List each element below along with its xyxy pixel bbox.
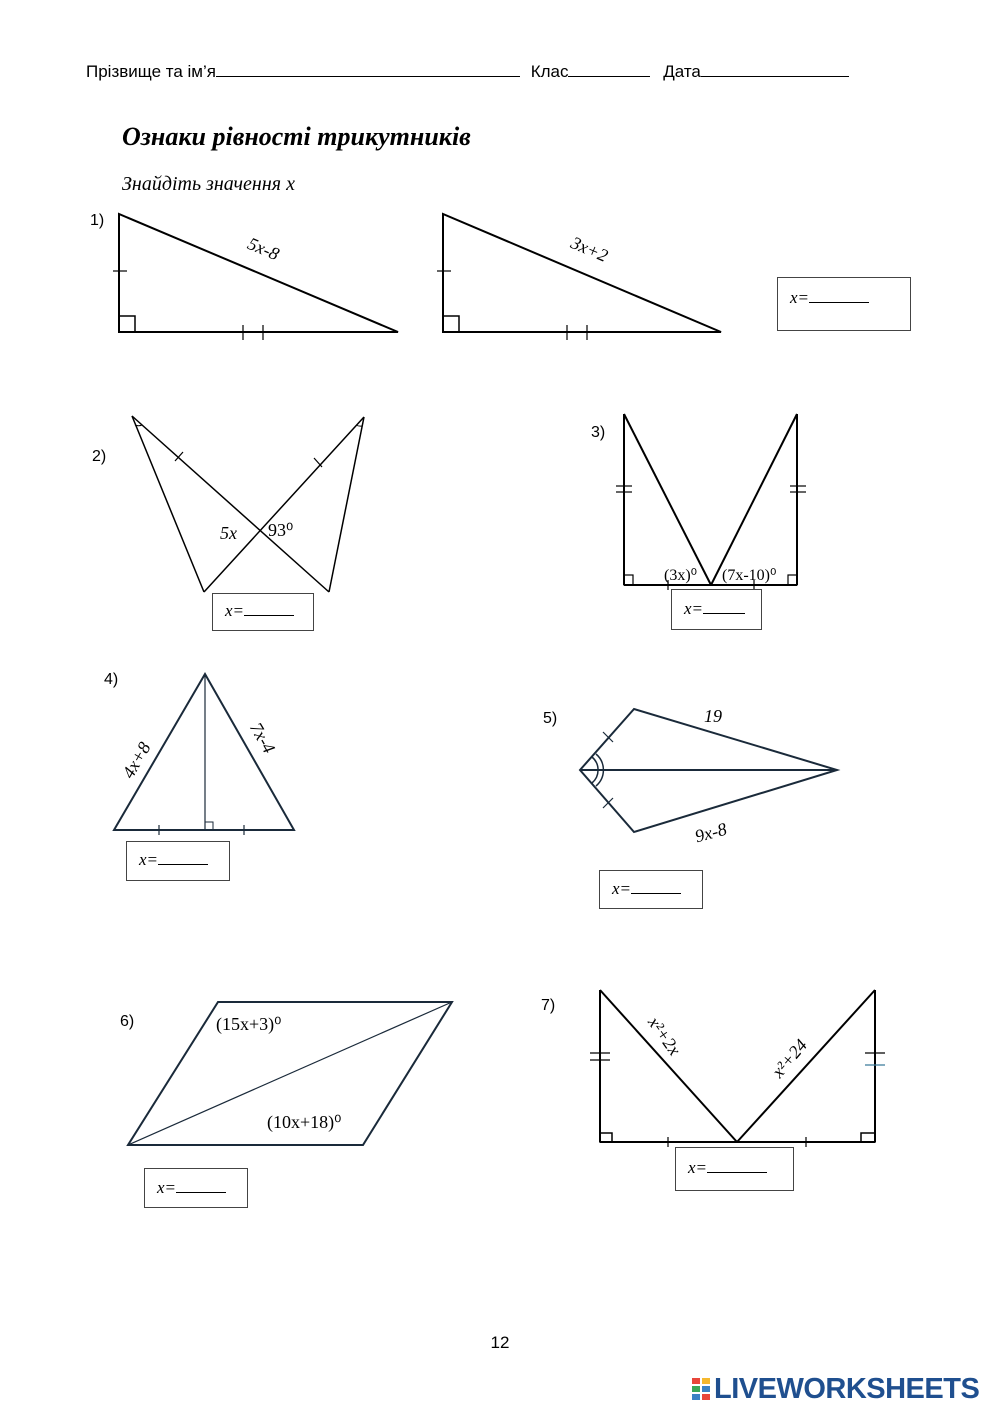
problem-2-answer-blank[interactable] bbox=[244, 601, 294, 616]
problem-1-answer-prefix: x= bbox=[790, 288, 810, 307]
worksheet-subtitle: Знайдіть значення x bbox=[122, 173, 295, 195]
problem-7-number: 7) bbox=[541, 997, 556, 1014]
problem-7-figure bbox=[590, 990, 885, 1147]
problem-3-answer-blank[interactable] bbox=[703, 599, 745, 614]
problem-6-label-b: (10x+18)⁰ bbox=[267, 1112, 342, 1132]
problem-3-label-b: (7x-10)⁰ bbox=[722, 567, 777, 584]
problem-7-label-a: x²+2x bbox=[644, 1012, 685, 1060]
problem-2-figure bbox=[132, 416, 364, 592]
problem-4-number: 4) bbox=[104, 671, 119, 688]
page-number: 12 bbox=[490, 1333, 510, 1352]
problem-7-answer-box[interactable] bbox=[675, 1147, 794, 1191]
problem-3-number: 3) bbox=[591, 424, 606, 441]
problem-7-answer-blank[interactable] bbox=[707, 1158, 767, 1173]
brand-name: LIVEWORKSHEETS bbox=[714, 1372, 980, 1405]
problem-4-label-a: 4x+8 bbox=[118, 738, 155, 782]
logo-icon bbox=[692, 1378, 710, 1400]
problem-3-figure bbox=[616, 414, 806, 590]
problem-5-answer-blank[interactable] bbox=[631, 879, 681, 894]
problem-2-label-a: 5x bbox=[220, 523, 237, 543]
problem-2-answer-prefix: x= bbox=[225, 601, 245, 620]
name-label: Прізвище та ім’я bbox=[86, 62, 216, 81]
problem-1-answer-box[interactable] bbox=[777, 277, 911, 331]
problem-6-answer-blank[interactable] bbox=[176, 1178, 226, 1193]
problem-5-number: 5) bbox=[543, 710, 558, 727]
problem-4-answer-blank[interactable] bbox=[158, 850, 208, 865]
class-label: Клас bbox=[530, 62, 569, 81]
problem-1-label-a: 5x-8 bbox=[244, 233, 283, 265]
problem-5-label-b: 9x-8 bbox=[692, 818, 729, 847]
worksheet-title: Ознаки рівності трикутників bbox=[122, 122, 471, 151]
problem-5-answer-box[interactable] bbox=[599, 870, 703, 909]
problem-6-number: 6) bbox=[120, 1013, 135, 1030]
problem-2-label-b: 93⁰ bbox=[268, 520, 294, 540]
problem-1-label-b: 3x+2 bbox=[568, 232, 611, 266]
date-label: Дата bbox=[663, 62, 701, 81]
problem-3-label-a: (3x)⁰ bbox=[664, 567, 698, 584]
problem-6-answer-prefix: x= bbox=[157, 1178, 177, 1197]
problem-2-number: 2) bbox=[92, 448, 107, 465]
problem-2-answer-box[interactable] bbox=[212, 593, 314, 631]
liveworksheets-logo bbox=[692, 1374, 979, 1404]
problem-4-answer-box[interactable] bbox=[126, 841, 230, 881]
problem-6-label-a: (15x+3)⁰ bbox=[216, 1014, 282, 1034]
problem-1-figure bbox=[113, 214, 721, 340]
problem-7-answer-prefix: x= bbox=[688, 1158, 708, 1177]
problem-7-label-b: x²+24 bbox=[767, 1035, 812, 1082]
problem-4-answer-prefix: x= bbox=[139, 850, 159, 869]
problem-4-label-b: 7x-4 bbox=[245, 718, 280, 757]
problem-5-label-a: 19 bbox=[704, 706, 722, 726]
problem-3-answer-prefix: x= bbox=[684, 599, 704, 618]
problem-5-figure bbox=[580, 709, 837, 832]
problem-6-answer-box[interactable] bbox=[144, 1168, 248, 1208]
problem-3-answer-box[interactable] bbox=[671, 589, 762, 630]
problem-1-number: 1) bbox=[90, 212, 105, 229]
problem-5-answer-prefix: x= bbox=[612, 879, 632, 898]
problem-1-answer-blank[interactable] bbox=[809, 288, 869, 303]
